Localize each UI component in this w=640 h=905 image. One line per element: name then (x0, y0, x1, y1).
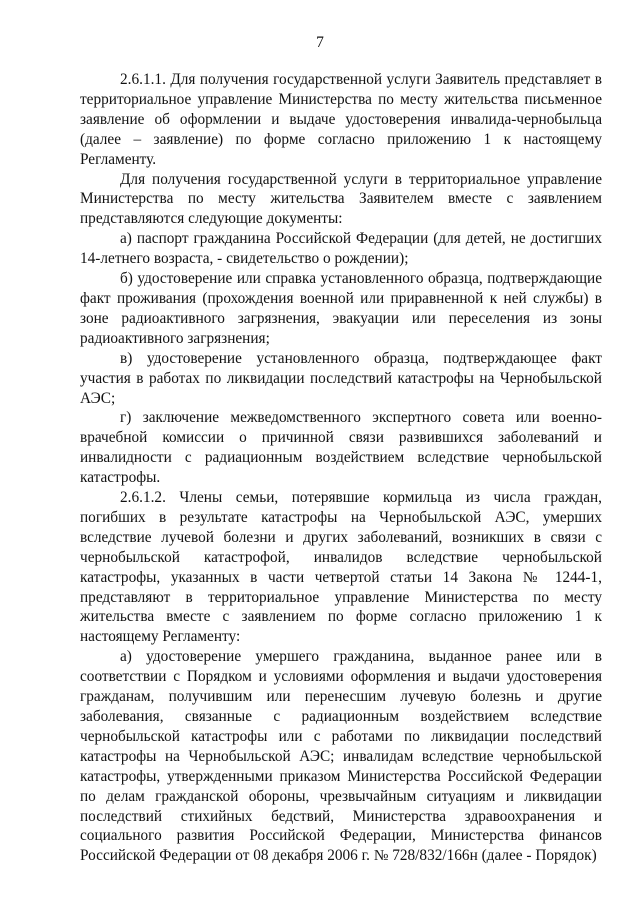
paragraph-2-6-1-2: 2.6.1.2. Члены семьи, потерявшие кормильца из числа граждан, погибших в результате катастрофы на Чернобыльской АЭС, умерших вследствие лучевой болезни и других заболеваний, возникших в связи с чернобыльской катастрофой, инвалидов вследствие чернобыльской катастрофы, указанных в части четвертой статьи 14 Закона № 1244-1, представляют в территориальное управление Министерства по месту жительства вместе с заявлением по форме согласно приложению 1 к настоящему Регламенту: (80, 489, 602, 646)
paragraph-documents-intro: Для получения государственной услуги в территориальное управление Министерства по месту жительства Заявителем вместе с заявлением представляются следующие документы: (80, 170, 602, 228)
page-number: 7 (316, 34, 324, 51)
list-item-v-participation-certificate: в) удостоверение установленного образца, подтверждающее факт участия в работах по ликвидации последствий катастрофы на Чернобыльской АЭС; (80, 349, 602, 407)
document-body (80, 70, 602, 866)
list-item-a-deceased-certificate: а) удостоверение умершего гражданина, выданное ранее или в соответствии с Порядком и условиями оформления и выдачи удостоверения гражданам, получившим или перенесшим лучевую болезнь и другие заболевания, связанные с радиационным воздействием вследствие чернобыльской катастрофы или с работами по ликвидации последствий катастрофы на Чернобыльской АЭС; инвалидам вследствие чернобыльской катастрофы, утвержденными приказом Министерства Российской Федерации по делам гражданской обороны, чрезвычайным ситуациям и ликвидации последствий стихийных бедствий, Министерства здравоохранения и социального развития Российской Федерации, Министерства финансов Российской Федерации от 08 декабря 2006 г. № 728/832/166н (далее - Порядок) (80, 648, 602, 865)
list-item-a-passport: а) паспорт гражданина Российской Федерации (для детей, не достигших 14-летнего возраста, - свидетельство о рождении); (80, 230, 602, 268)
list-item-b-residence-certificate: б) удостоверение или справка установленного образца, подтверждающие факт проживания (прохождения военной или приравненной к ней службы) в зоне радиоактивного загрязнения, эвакуации или переселения из зоны радиоактивного загрязнения; (80, 270, 602, 347)
paragraph-2-6-1-1: 2.6.1.1. Для получения государственной услуги Заявитель представляет в территориальное управление Министерства по месту жительства письменное заявление об оформлении и выдаче удостоверения инвалида-чернобыльца (далее – заявление) по форме согласно приложению 1 к настоящему Регламенту. (80, 71, 602, 168)
list-item-g-expert-conclusion: г) заключение межведомственного экспертного совета или военно-врачебной комиссии о причинной связи развившихся заболеваний и инвалидности с радиационным воздействием вследствие чернобыльской катастрофы. (80, 409, 602, 487)
